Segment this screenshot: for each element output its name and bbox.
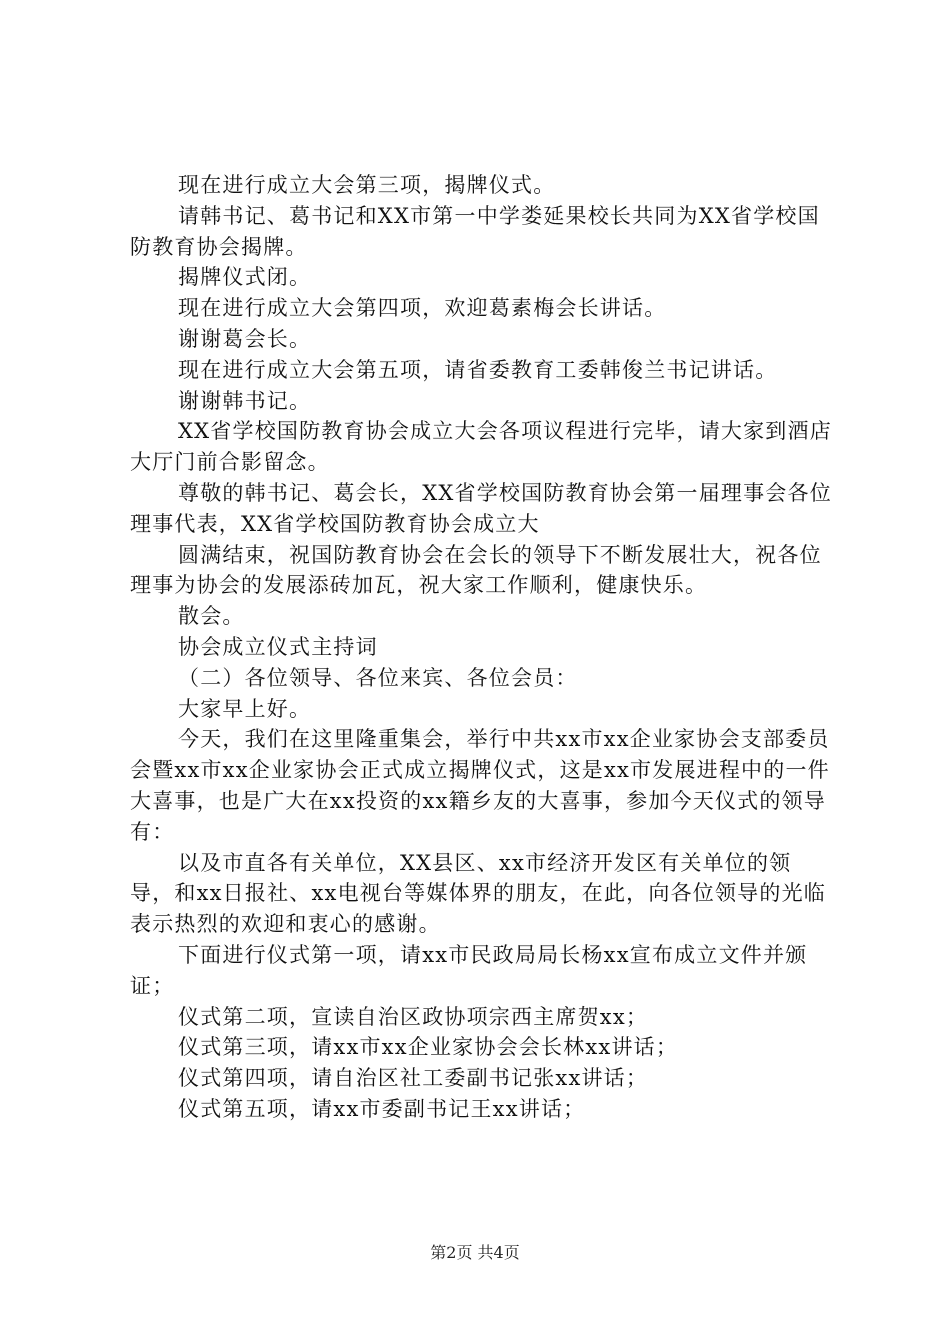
page-number-footer: 第2页 共4页 <box>430 1243 520 1262</box>
paragraph: 请韩书记、葛书记和XX市第一中学娄延果校长共同为XX省学校国防教育协会揭牌。 <box>130 203 820 259</box>
paragraph: 大家早上好。 <box>178 696 312 721</box>
section-title: 协会成立仪式主持词 <box>178 634 378 659</box>
paragraph: 现在进行成立大会第四项，欢迎葛素梅会长讲话。 <box>178 296 667 321</box>
paragraph: 今天，我们在这里隆重集会，举行中共xx市xx企业家协会支部委员会暨xx市xx企业家协会正式成立揭牌仪式，这是xx市发展进程中的一件大喜事，也是广大在xx投资的xx籍乡友的大喜事，参加今天仪式的领导有： <box>130 727 830 844</box>
salutation: （二）各位领导、各位来宾、各位会员： <box>178 665 578 690</box>
paragraph: XX省学校国防教育协会成立大会各项议程进行完毕，请大家到酒店大厅门前合影留念。 <box>130 419 832 475</box>
paragraph: 仪式第四项，请自治区社工委副书记张xx讲话； <box>178 1066 649 1091</box>
paragraph: 揭牌仪式闭。 <box>178 265 312 290</box>
paragraph: 现在进行成立大会第五项，请省委教育工委韩俊兰书记讲话。 <box>178 357 778 382</box>
paragraph: 仪式第二项，宣读自治区政协项宗西主席贺xx； <box>178 1004 649 1029</box>
paragraph: 仪式第五项，请xx市委副书记王xx讲话； <box>178 1096 586 1121</box>
paragraph: 下面进行仪式第一项，请xx市民政局局长杨xx宣布成立文件并颁证； <box>130 942 808 998</box>
paragraph: 圆满结束，祝国防教育协会在会长的领导下不断发展壮大，祝各位理事为协会的发展添砖加瓦，祝大家工作顺利，健康快乐。 <box>130 542 822 598</box>
document-body <box>130 170 835 1125</box>
paragraph: 散会。 <box>178 604 245 629</box>
paragraph: 仪式第三项，请xx市xx企业家协会会长林xx讲话； <box>178 1035 679 1060</box>
paragraph: 以及市直各有关单位，XX县区、xx市经济开发区有关单位的领导，和xx日报社、xx电视台等媒体界的朋友，在此，向各位领导的光临表示热烈的欢迎和衷心的感谢。 <box>130 850 826 937</box>
paragraph: 尊敬的韩书记、葛会长，XX省学校国防教育协会第一届理事会各位理事代表，XX省学校国防教育协会成立大 <box>130 480 832 536</box>
paragraph: 现在进行成立大会第三项，揭牌仪式。 <box>178 173 556 197</box>
paragraph: 谢谢葛会长。 <box>178 326 312 351</box>
paragraph: 谢谢韩书记。 <box>178 388 312 413</box>
